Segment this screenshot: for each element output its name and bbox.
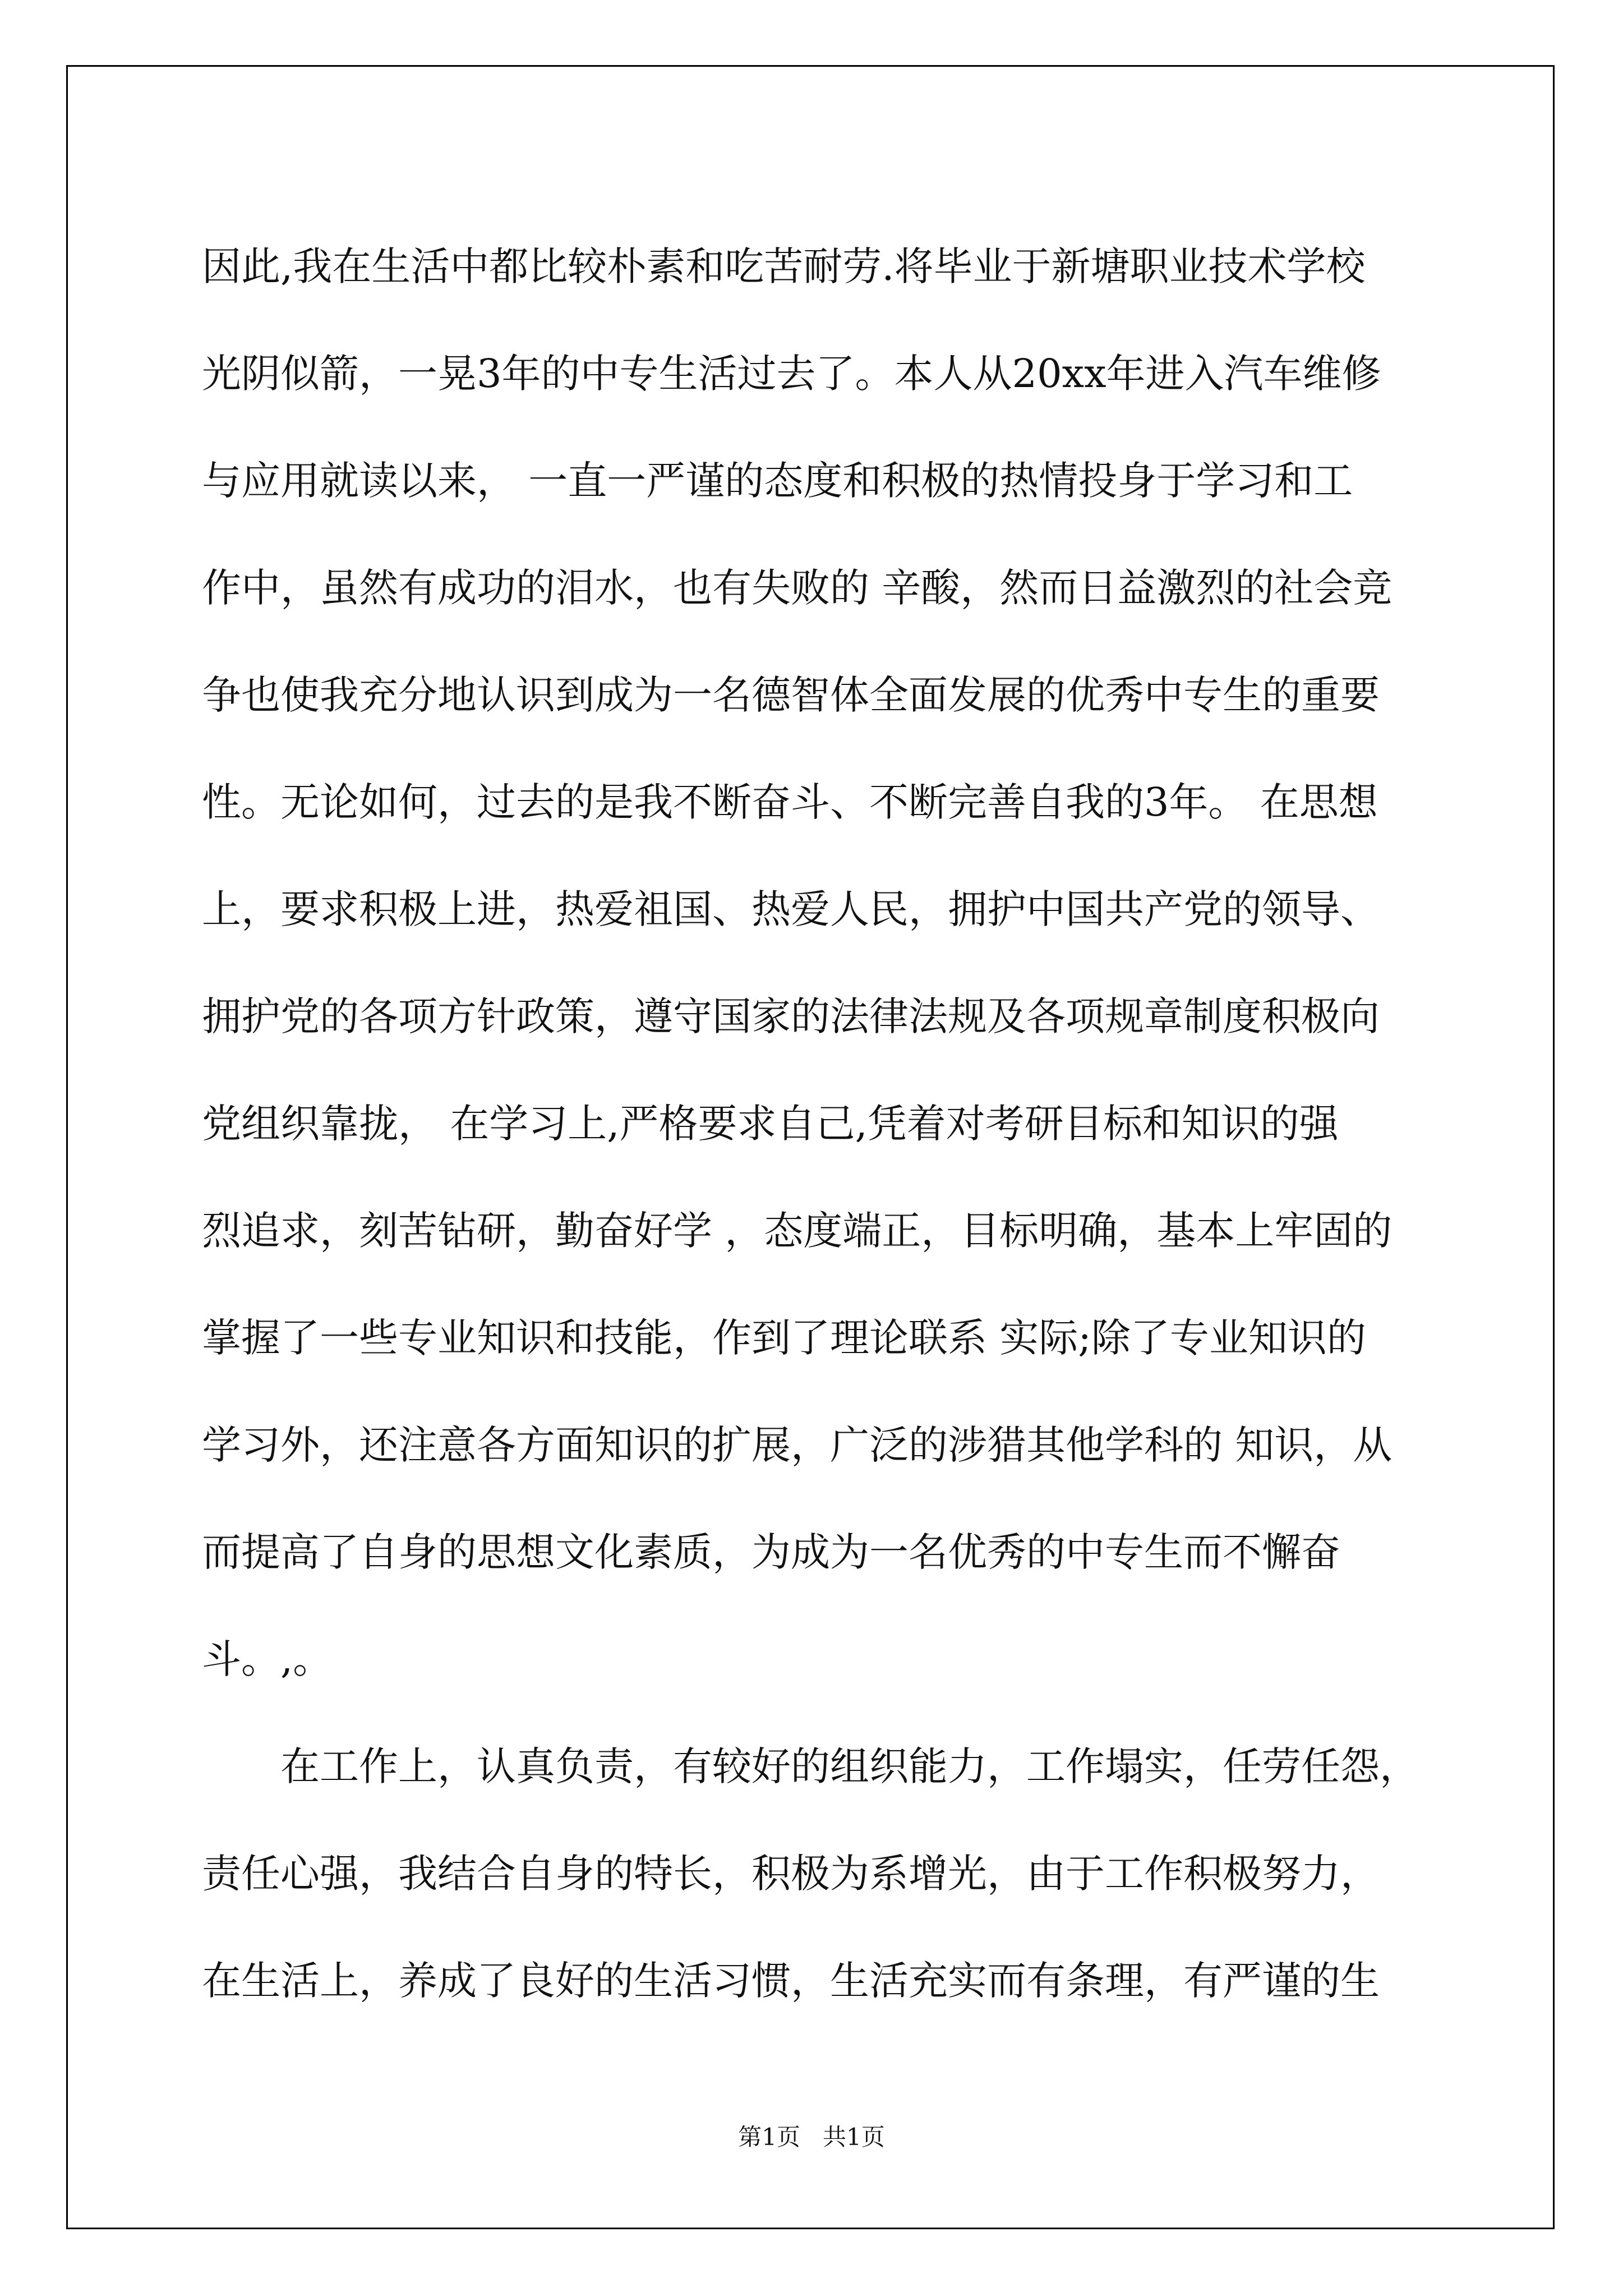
paragraph-first-line: 在工作上，认真负责，有较好的组织能力，工作塌实，任劳任怨， bbox=[280, 1743, 1419, 1789]
text-line: 责任心强，我结合自身的特长，积极为系增光，由于工作积极努力， bbox=[202, 1851, 1380, 1897]
text-line: 性。无论如何，过去的是我不断奋斗、不断完善自我的3年。 在思想 bbox=[202, 779, 1378, 825]
text-line: 党组织靠拢， 在学习上,严格要求自己,凭着对考研目标和知识的强 bbox=[202, 1101, 1339, 1147]
text-line: 因此,我在生活中都比较朴素和吃苦耐劳.将毕业于新塘职业技术学校 bbox=[202, 243, 1366, 289]
text-line: 光阴似箭，一晃3年的中专生活过去了。本人从20xx年进入汽车维修 bbox=[202, 351, 1381, 397]
text-line: 在生活上，养成了良好的生活习惯，生活充实而有条理，有严谨的生 bbox=[202, 1958, 1380, 2004]
text-line: 而提高了自身的思想文化素质，为成为一名优秀的中专生而不懈奋 bbox=[202, 1529, 1340, 1575]
text-line: 烈追求，刻苦钻研，勤奋好学 ，态度端正，目标明确，基本上牢固的 bbox=[202, 1208, 1393, 1254]
text-line: 掌握了一些专业知识和技能，作到了理论联系 实际;除了专业知识的 bbox=[202, 1315, 1366, 1361]
text-line: 上，要求积极上进，热爱祖国、热爱人民，拥护中国共产党的领导、 bbox=[202, 886, 1380, 932]
text-line: 与应用就读以来， 一直一严谨的态度和积极的热情投身于学习和工 bbox=[202, 458, 1353, 504]
text-line: 学习外，还注意各方面知识的扩展，广泛的涉猎其他学科的 知识，从 bbox=[202, 1422, 1393, 1468]
text-line: 作中，虽然有成功的泪水，也有失败的 辛酸，然而日益激烈的社会竞 bbox=[202, 565, 1393, 611]
page-footer: 第1页 共1页 bbox=[738, 2123, 885, 2151]
document-body bbox=[202, 213, 1424, 2035]
text-line: 拥护党的各项方针政策，遵守国家的法律法规及各项规章制度积极向 bbox=[202, 993, 1380, 1039]
text-line: 争也使我充分地认识到成为一名德智体全面发展的优秀中专生的重要 bbox=[202, 672, 1380, 718]
text-line: 斗。,。 bbox=[202, 1636, 333, 1682]
